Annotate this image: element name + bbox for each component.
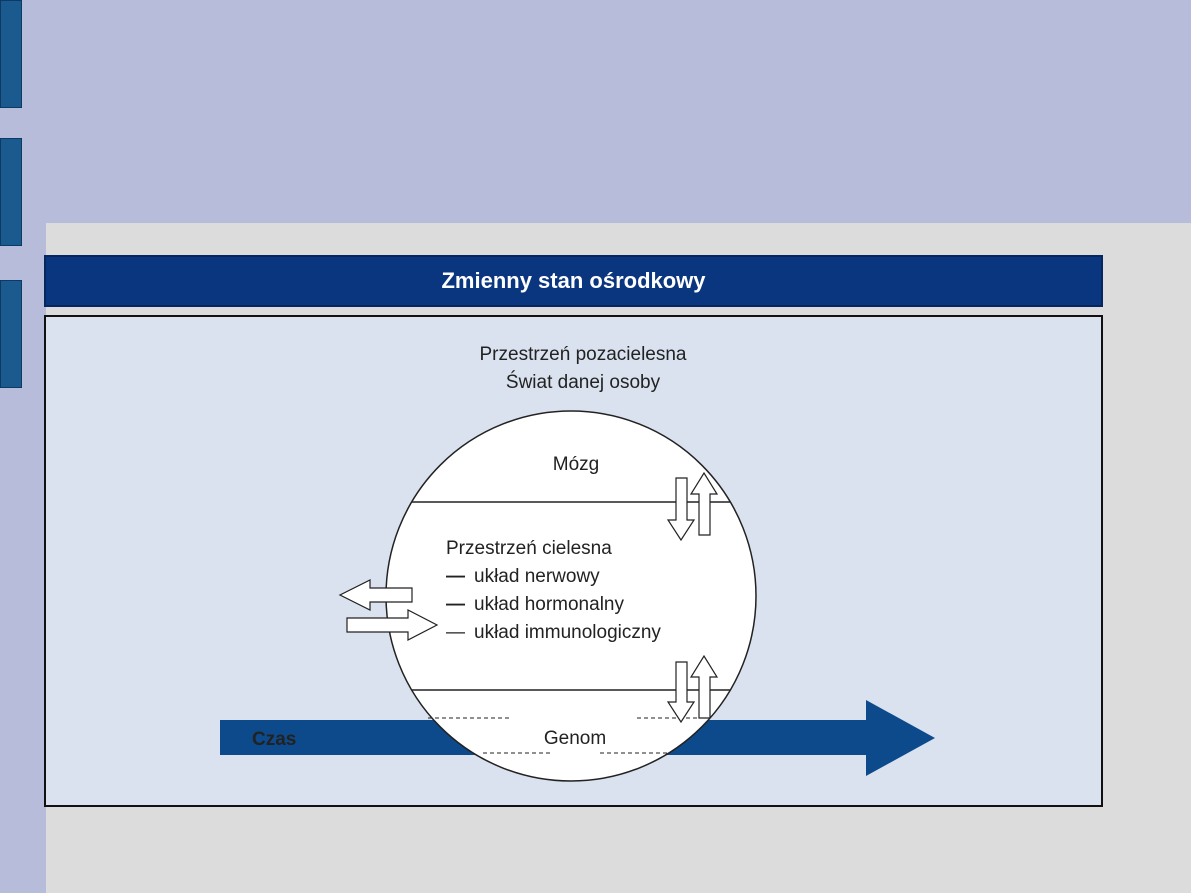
body-space-label: Przestrzeń cielesna [446,538,612,559]
time-label: Czas [252,729,297,750]
system-label: układ immunologiczny [474,622,661,643]
system-dash: — [446,622,465,643]
outer-space-sublabel: Świat danej osoby [505,372,661,393]
brain-label: Mózg [552,454,600,475]
figure-title: Zmienny stan ośrodkowy [44,255,1103,307]
system-dash: — [446,594,465,615]
outer-space-label: Przestrzeń pozacielesna [479,344,687,365]
genome-label: Genom [543,728,607,749]
system-dash: — [446,566,465,587]
system-label: układ nerwowy [474,566,600,587]
system-label: układ hormonalny [474,594,624,615]
